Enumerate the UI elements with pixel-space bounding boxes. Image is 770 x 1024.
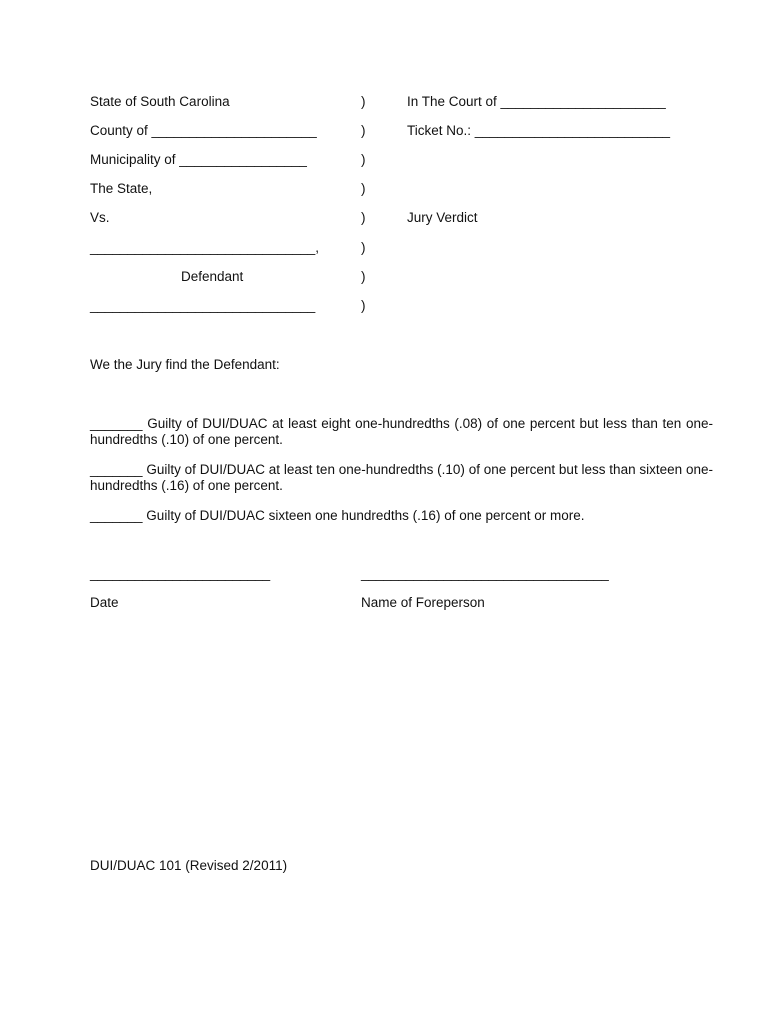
caption-paren: ) — [361, 94, 366, 109]
foreperson-line[interactable]: _________________________________ — [361, 566, 609, 581]
foreperson-label: Name of Foreperson — [361, 595, 485, 610]
form-identifier: DUI/DUAC 101 (Revised 2/2011) — [90, 858, 288, 873]
finding-intro: We the Jury find the Defendant: — [90, 357, 280, 372]
caption-paren: ) — [361, 152, 366, 167]
defendant-label: Defendant — [181, 269, 244, 284]
caption-paren: ) — [361, 240, 366, 255]
caption-paren: ) — [361, 181, 366, 196]
ticket-number-field[interactable]: Ticket No.: __________________________ — [407, 123, 670, 138]
date-label: Date — [90, 595, 119, 610]
versus-label: Vs. — [90, 210, 110, 225]
municipality-field[interactable]: Municipality of _________________ — [90, 152, 307, 167]
verdict-option-10[interactable]: _______ Guilty of DUI/DUAC at least ten one-hundredths (.10) of one percent but less than sixteen one-hundredths (.16) of one percent. — [90, 462, 713, 493]
state-label: State of South Carolina — [90, 94, 230, 109]
caption-paren: ) — [361, 298, 366, 313]
the-state-label: The State, — [90, 181, 153, 196]
verdict-option-16[interactable]: _______ Guilty of DUI/DUAC sixteen one hundredths (.16) of one percent or more. — [90, 508, 585, 523]
court-field[interactable]: In The Court of ______________________ — [407, 94, 666, 109]
defendant-name-field[interactable]: ______________________________, — [90, 240, 319, 255]
caption-paren: ) — [361, 210, 366, 225]
caption-paren: ) — [361, 123, 366, 138]
jury-verdict-title: Jury Verdict — [407, 210, 478, 225]
verdict-option-08[interactable]: _______ Guilty of DUI/DUAC at least eight one-hundredths (.08) of one percent but less than ten one- hundredths (.10) of one percent. — [90, 416, 713, 447]
date-line[interactable]: ________________________ — [90, 566, 271, 581]
county-field[interactable]: County of ______________________ — [90, 123, 317, 138]
caption-paren: ) — [361, 269, 366, 284]
defendant-extra-field[interactable]: ______________________________ — [90, 298, 316, 313]
